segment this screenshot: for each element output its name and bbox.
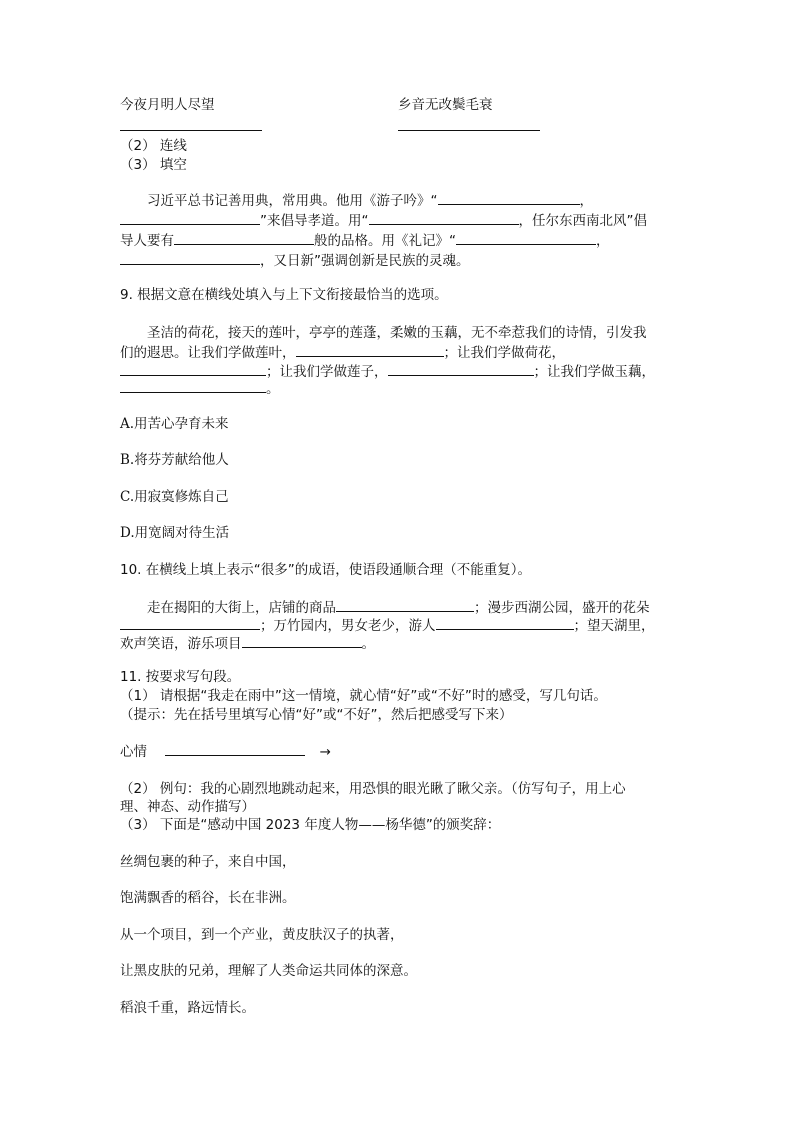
fill-paragraph-line-4: ，又日新”强调创新是民族的灵魂。 [120,250,680,271]
answer-blank[interactable] [120,378,266,393]
fill-paragraph-line-1: 习近平总书记善用典，常用典。他用《游子吟》“ ， [120,190,680,211]
q10-title: 10. 在横线上填上表示“很多”的成语，使语段通顺合理（不能重复）。 [120,562,531,578]
q11-title: 11. 按要求写句段。 [120,669,241,685]
mood-input-blank[interactable] [165,741,305,756]
q11-sub-1: （1） 请根据“我走在雨中”这一情境，就心情“好”或“不好”时的感受，写几句话。 [120,688,607,704]
q9-option-c[interactable]: C.用寂寞修炼自己 [120,489,229,505]
answer-blank[interactable] [120,116,262,131]
arrow-icon: → [319,744,331,760]
poem-line: 丝绸包裹的种子，来自中国， [120,854,296,870]
q9-option-b[interactable]: B.将芬芳献给他人 [120,452,229,468]
poem-line: 让黑皮肤的兄弟，理解了人类命运共同体的深意。 [120,963,417,979]
answer-blank[interactable] [120,250,260,265]
poem-lines-row [120,95,680,115]
answer-blank[interactable] [174,230,314,245]
answer-blank[interactable] [456,230,596,245]
q10-para-line-3: 欢声笑语，游乐项目 。 [120,633,680,654]
fill-paragraph-line-3: 导人要有 般的品格。用《礼记》“ ， [120,230,680,251]
q9-para-line-2: 们的遐思。让我们学做莲叶， ；让我们学做荷花， [120,342,680,363]
answer-blank[interactable] [242,633,362,648]
q11-sub-1-hint: （提示：先在括号里填写心情“好”或“不好”，然后把感受写下来） [120,707,513,723]
poem-line-right: 乡音无改鬓毛衰 [398,97,493,113]
answer-blank[interactable] [336,597,474,612]
fill-paragraph-line-2: ”来倡导孝道。用“ ，任尔东西南北风”倡 [120,210,680,231]
q9-option-d[interactable]: D.用宽阔对待生活 [120,525,230,541]
answer-blank[interactable] [120,361,266,376]
answer-blank[interactable] [436,615,574,630]
q11-sub-3: （3） 下面是“感动中国 2023 年度人物——杨华德”的颁奖辞： [120,817,501,833]
poem-line: 饱满飘香的稻谷，长在非洲。 [120,890,296,906]
answer-blank[interactable] [438,190,580,205]
q9-para-line-4: 。 [120,378,680,399]
q9-para-line-1: 圣洁的荷花，接天的莲叶，亭亭的莲蓬，柔嫩的玉藕，无不牵惹我们的诗情，引发我 [147,325,647,341]
answer-blank[interactable] [120,615,260,630]
q9-para-line-3: ；让我们学做莲子， ；让我们学做玉藕， [120,361,680,382]
answer-blank[interactable] [388,361,534,376]
q10-para-line-2: ；万竹园内，男女老少，游人 ；望天湖里， [120,615,680,636]
answer-blank[interactable] [120,210,260,225]
poem-line-left: 今夜月明人尽望 [120,97,215,113]
answer-blanks-row [120,116,680,137]
q9-title: 9. 根据文意在横线处填入与上下文衔接最恰当的选项。 [120,287,448,303]
poem-line: 从一个项目，到一个产业，黄皮肤汉子的执著， [120,927,404,943]
mood-label: 心情 [120,744,147,760]
q10-para-line-1: 走在揭阳的大街上，店铺的商品 ；漫步西湖公园，盛开的花朵 [120,597,680,618]
item-3: （3） 填空 [120,157,187,173]
answer-blank[interactable] [369,210,519,225]
answer-blank[interactable] [296,342,444,357]
item-2: （2） 连线 [120,138,187,154]
q11-sub-2: （2） 例句：我的心剧烈地跳动起来，用恐惧的眼光瞅了瞅父亲。（仿写句子，用上心 [120,781,626,797]
answer-blank[interactable] [398,116,540,131]
poem-line: 稻浪千重，路远情长。 [120,1000,255,1016]
q9-option-a[interactable]: A.用苦心孕育未来 [120,416,229,432]
q11-sub-2-cont: 理、神态、动作描写） [120,799,255,815]
mood-row [120,741,680,762]
